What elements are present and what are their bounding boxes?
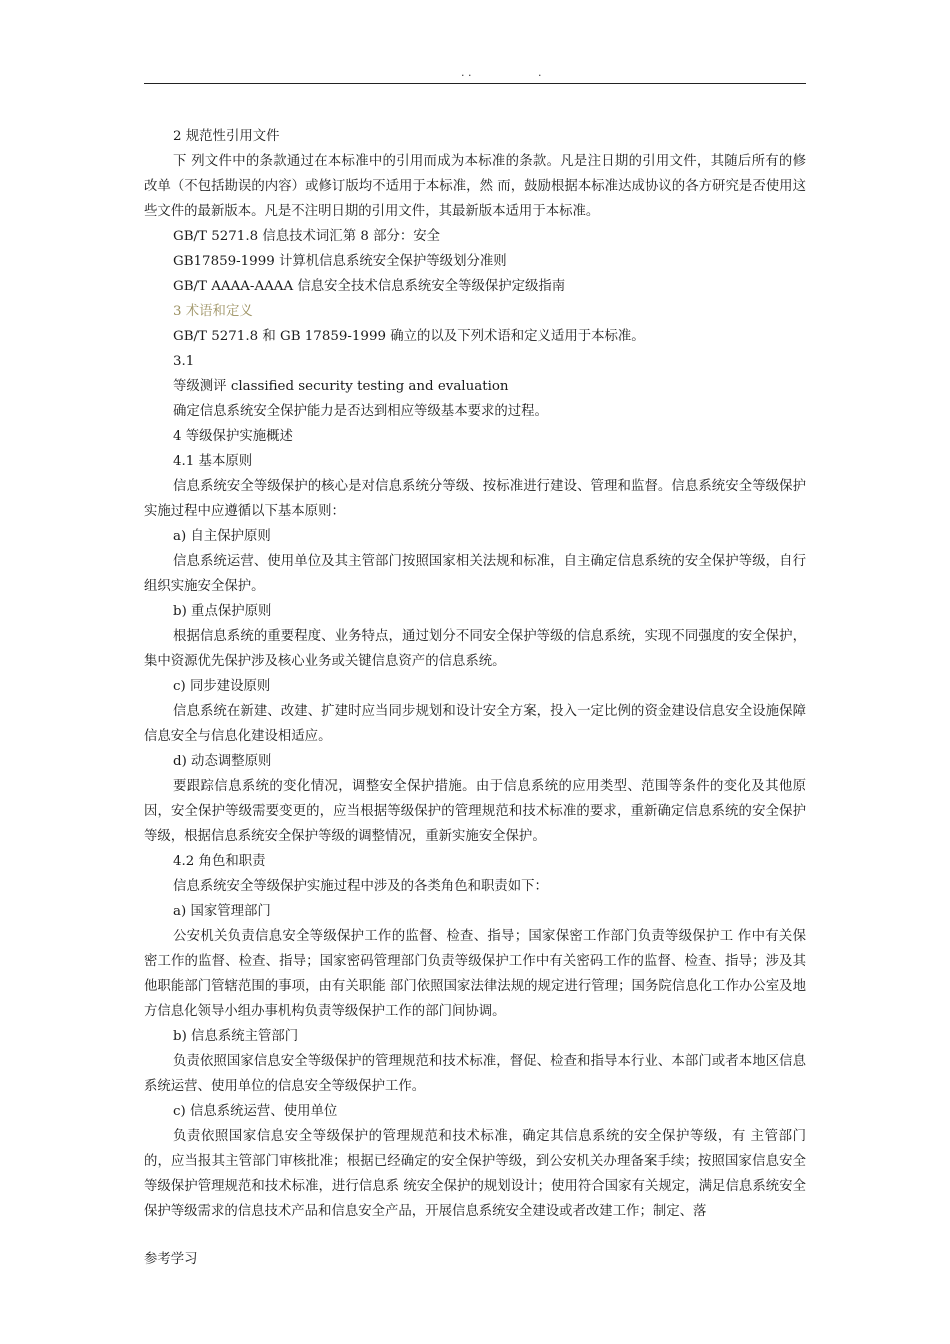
text-line: d) 动态调整原则 — [173, 754, 272, 769]
text-line: c) 同步建设原则 — [173, 679, 271, 694]
text-line: b) 重点保护原则 — [173, 604, 272, 619]
document-body — [144, 124, 806, 1224]
text-line: 4.2 角色和职责 — [173, 854, 266, 869]
text-line: 确定信息系统安全保护能力是否达到相应等级基本要求的过程。 — [173, 404, 548, 419]
text-line: GB17859-1999 计算机信息系统安全保护等级划分准则 — [173, 254, 507, 269]
text-line: GB/T AAAA-AAAA 信息安全技术信息系统安全等级保护定级指南 — [173, 279, 566, 294]
text-line: a) 国家管理部门 — [173, 904, 271, 919]
paragraph: 信息系统在新建、改建、扩建时应当同步规划和设计安全方案，投入一定比例的资金建设信息安全设施保障信息安全与信息化建设相适应。 — [144, 704, 806, 744]
header-dots-left: . . — [461, 66, 472, 79]
text-line: 2 规范性引用文件 — [173, 129, 280, 144]
text-line: b) 信息系统主管部门 — [173, 1029, 299, 1044]
paragraph: 公安机关负责信息安全等级保护工作的监督、检查、指导；国家保密工作部门负责等级保护工 作中有关保密工作的监督、检查、指导；国家密码管理部门负责等级保护工作中有关密码工作的监督、检查、指导；涉及其他职能部门管辖范围的事项，由有关职能 部门依照国家法律法规的规定进行管理；国务院信息化工作办公室及地方信息化领导小组办事机构负责等级保护工作的部门间协调。 — [144, 929, 806, 1019]
text-line: 等级测评 classified security testing and evaluation — [173, 379, 509, 394]
header-dots-right: . — [538, 66, 542, 79]
paragraph: 要跟踪信息系统的变化情况，调整安全保护措施。由于信息系统的应用类型、范围等条件的变化及其他原因，安全保护等级需要变更的，应当根据等级保护的管理规范和技术标准的要求，重新确定信息系统的安全保护等级，根据信息系统安全保护等级的调整情况，重新实施安全保护。 — [144, 779, 806, 844]
text-line: GB/T 5271.8 和 GB 17859-1999 确立的以及下列术语和定义适用于本标准。 — [173, 329, 645, 344]
text-line: 信息系统安全等级保护实施过程中涉及的各类角色和职责如下： — [173, 879, 548, 894]
paragraph: 根据信息系统的重要程度、业务特点，通过划分不同安全保护等级的信息系统，实现不同强度的安全保护，集中资源优先保护涉及核心业务或关键信息资产的信息系统。 — [144, 629, 806, 669]
text-line: c) 信息系统运营、使用单位 — [173, 1104, 338, 1119]
text-line: GB/T 5271.8 信息技术词汇第 8 部分：安全 — [173, 229, 441, 244]
paragraph: 信息系统安全等级保护的核心是对信息系统分等级、按标准进行建设、管理和监督。信息系统安全等级保护实施过程中应遵循以下基本原则： — [144, 479, 806, 519]
text-line: a) 自主保护原则 — [173, 529, 271, 544]
page-footer: 参考学习 — [144, 1252, 198, 1267]
paragraph: 负责依照国家信息安全等级保护的管理规范和技术标准，确定其信息系统的安全保护等级，有 主管部门的，应当报其主管部门审核批准；根据已经确定的安全保护等级，到公安机关办理备案手续；按照国家信息安全等级保护管理规范和技术标准，进行信息系 统安全保护的规划设计；使用符合国家有关规定，满足信息系统安全保护等级需求的信息技术产品和信息安全产品，开展信息系统安全建设或者改建工作；制定、落 — [144, 1129, 806, 1219]
page-header-dots — [0, 66, 950, 80]
text-line: 4 等级保护实施概述 — [173, 429, 293, 444]
paragraph: 下 列文件中的条款通过在本标准中的引用而成为本标准的条款。凡是注日期的引用文件，其随后所有的修改单（不包括勘误的内容）或修订版均不适用于本标准，然 而，鼓励根据本标准达成协议的各方研究是否使用这些文件的最新版本。凡是不注明日期的引用文件，其最新版本适用于本标准。 — [144, 154, 806, 219]
text-line: 3 术语和定义 — [173, 304, 253, 319]
header-rule — [144, 83, 806, 84]
paragraph: 信息系统运营、使用单位及其主管部门按照国家相关法规和标准，自主确定信息系统的安全保护等级，自行组织实施安全保护。 — [144, 554, 806, 594]
paragraph: 负责依照国家信息安全等级保护的管理规范和技术标准，督促、检查和指导本行业、本部门或者本地区信息系统运营、使用单位的信息安全等级保护工作。 — [144, 1054, 806, 1094]
text-line: 3.1 — [173, 354, 195, 369]
text-line: 4.1 基本原则 — [173, 454, 253, 469]
